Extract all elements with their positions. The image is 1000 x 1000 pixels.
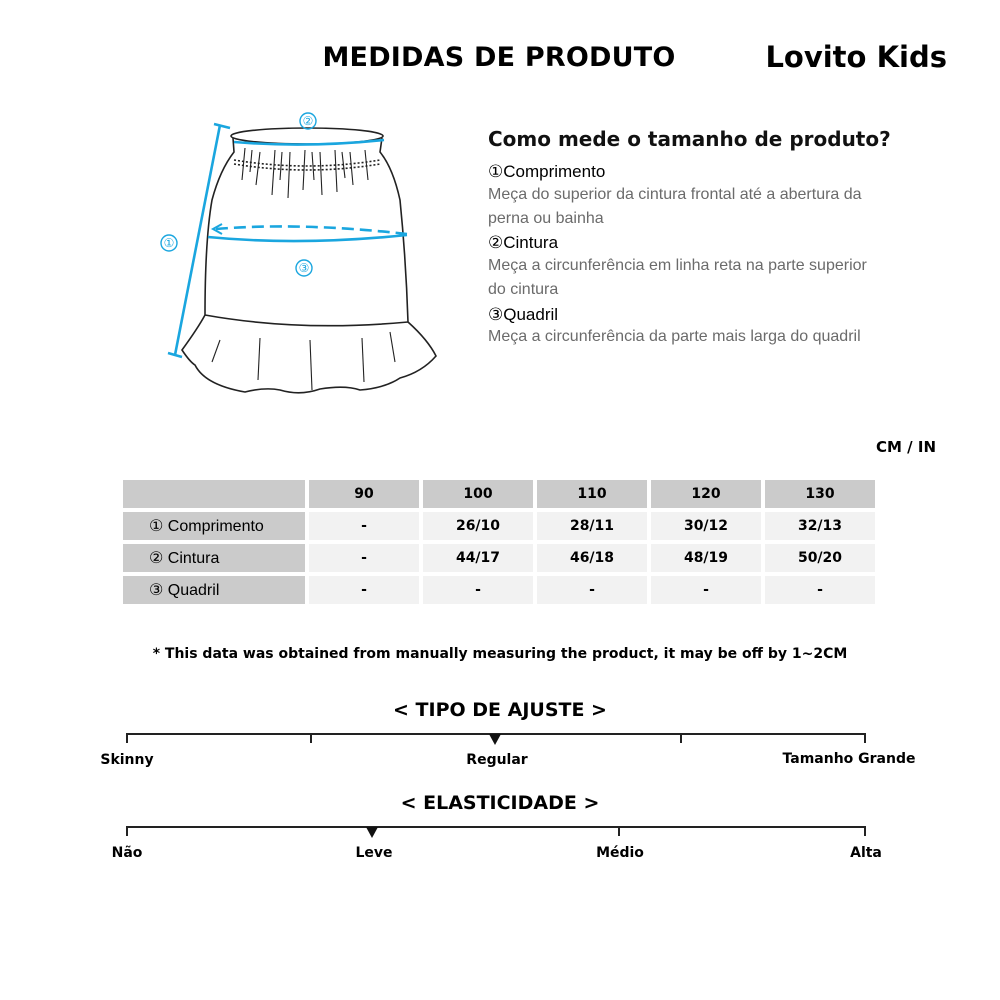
table-cell: - [537, 576, 647, 604]
marker-1: ① [163, 236, 175, 250]
table-cell: 44/17 [423, 544, 533, 572]
size-column-header: 100 [423, 480, 533, 508]
table-cell: 50/20 [765, 544, 875, 572]
row-label: ① Comprimento [123, 512, 305, 540]
hip-line [208, 235, 407, 241]
skirt-diagram [150, 100, 450, 410]
measurement-note: * This data was obtained from manually measuring the product, it may be off by 1~2CM [152, 646, 848, 662]
table-cell: - [423, 576, 533, 604]
size-column-header: 110 [537, 480, 647, 508]
elasticity-selected-marker-icon [366, 827, 378, 838]
elasticity-scale-tick [126, 826, 128, 836]
table-row [123, 544, 875, 572]
fit-scale-tick [864, 733, 866, 743]
table-cell: - [651, 576, 761, 604]
unit-label: CM / IN [876, 438, 936, 456]
table-cell: - [309, 512, 419, 540]
brand-logo: Lovito Kids [765, 40, 947, 74]
table-cell: 30/12 [651, 512, 761, 540]
marker-2: ② [302, 114, 314, 128]
howto-hip-heading: ③Quadril [488, 305, 559, 324]
table-header-row [123, 480, 875, 508]
fit-selected-marker-icon [489, 734, 501, 745]
fit-scale-title: < TIPO DE AJUSTE > [393, 699, 607, 721]
elasticity-label-light: Leve [355, 845, 393, 861]
table-cell: 28/11 [537, 512, 647, 540]
fit-label-regular: Regular [466, 752, 528, 768]
fit-scale-tick [310, 733, 312, 743]
howto-waist-heading: ②Cintura [488, 233, 559, 252]
page-title: MEDIDAS DE PRODUTO [322, 42, 676, 73]
fit-scale-tick [680, 733, 682, 743]
table-cell: 48/19 [651, 544, 761, 572]
table-cell: - [309, 544, 419, 572]
fit-scale-tick [126, 733, 128, 743]
howto-length-heading: ①Comprimento [488, 162, 606, 181]
howto-waist-desc: Meça a circunferência em linha reta na parte superior do cintura [488, 257, 867, 298]
size-column-header: 130 [765, 480, 875, 508]
elasticity-label-medium: Médio [596, 845, 644, 861]
elasticity-scale-title: < ELASTICIDADE > [400, 792, 600, 814]
elasticity-label-high: Alta [850, 845, 882, 861]
howto-title: Como mede o tamanho de produto? [488, 127, 891, 151]
elasticity-scale-line [126, 826, 866, 828]
elasticity-scale-tick [864, 826, 866, 836]
row-label: ② Cintura [123, 544, 305, 572]
fit-label-skinny: Skinny [100, 752, 154, 768]
size-table [119, 476, 879, 608]
table-cell: 46/18 [537, 544, 647, 572]
measure-lines [168, 124, 407, 357]
size-column-header: 120 [651, 480, 761, 508]
hip-dash-line [216, 226, 407, 234]
row-label: ③ Quadril [123, 576, 305, 604]
table-cell: - [309, 576, 419, 604]
howto-hip-desc: Meça a circunferência da parte mais larga do quadril [488, 328, 861, 345]
table-cell: - [765, 576, 875, 604]
howto-length-desc: Meça do superior da cintura frontal até a abertura da perna ou bainha [488, 186, 862, 227]
table-corner-cell [123, 480, 305, 508]
length-line [175, 125, 220, 355]
table-row [123, 576, 875, 604]
table-row [123, 512, 875, 540]
size-column-header: 90 [309, 480, 419, 508]
elasticity-label-none: Não [111, 845, 143, 861]
table-cell: 26/10 [423, 512, 533, 540]
elasticity-scale-tick [618, 826, 620, 836]
fit-label-large: Tamanho Grande [782, 751, 916, 767]
table-cell: 32/13 [765, 512, 875, 540]
marker-3: ③ [298, 261, 310, 275]
